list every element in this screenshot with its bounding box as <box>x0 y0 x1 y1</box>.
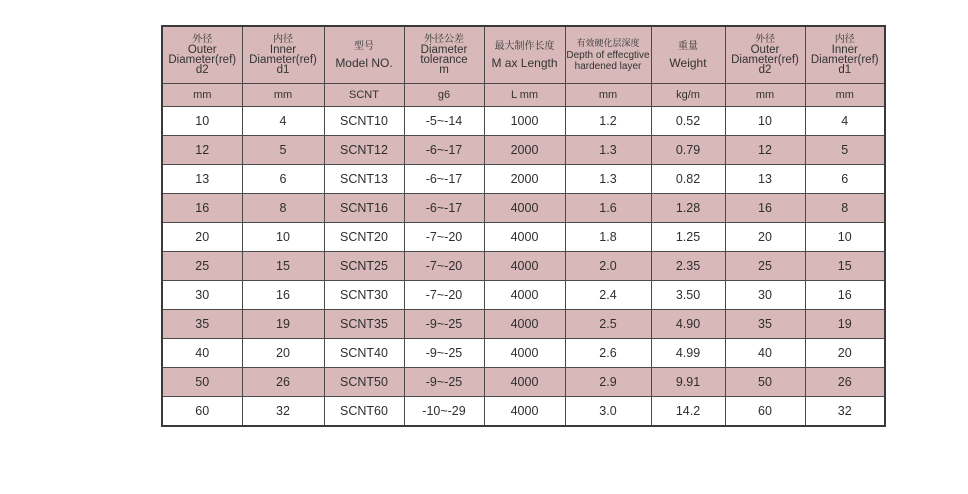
table-cell: 1.2 <box>565 107 651 136</box>
table-cell: 16 <box>805 281 885 310</box>
table-cell: SCNT40 <box>324 339 404 368</box>
table-cell: 2000 <box>484 136 565 165</box>
table-cell: 10 <box>242 223 324 252</box>
table-cell: 25 <box>725 252 805 281</box>
table-cell: 35 <box>725 310 805 339</box>
table-cell: SCNT50 <box>324 368 404 397</box>
table-row <box>162 107 885 136</box>
table-cell: 1.6 <box>565 194 651 223</box>
table-cell: 19 <box>805 310 885 339</box>
table-row <box>162 223 885 252</box>
table-cell: 4 <box>242 107 324 136</box>
table-cell: SCNT30 <box>324 281 404 310</box>
table-cell: -6~-17 <box>404 194 484 223</box>
table-cell: 0.79 <box>651 136 725 165</box>
table-cell: 4000 <box>484 397 565 427</box>
table-cell: 9.91 <box>651 368 725 397</box>
table-cell: 6 <box>805 165 885 194</box>
table-cell: 40 <box>725 339 805 368</box>
table-cell: 3.50 <box>651 281 725 310</box>
table-cell: 1.25 <box>651 223 725 252</box>
header-hardened-depth: 有效硬化层深度 Depth of effecgtive hardened layer <box>565 26 651 84</box>
table-cell: 10 <box>805 223 885 252</box>
table-cell: -9~-25 <box>404 368 484 397</box>
table-cell: 16 <box>242 281 324 310</box>
unit-cell: mm <box>162 84 242 107</box>
table-row <box>162 252 885 281</box>
table-cell: 12 <box>725 136 805 165</box>
table-cell: 5 <box>805 136 885 165</box>
table-cell: 2.6 <box>565 339 651 368</box>
spec-table <box>161 25 886 427</box>
table-body <box>162 107 885 427</box>
table-cell: 30 <box>162 281 242 310</box>
table-cell: 6 <box>242 165 324 194</box>
table-cell: 15 <box>805 252 885 281</box>
table-cell: 32 <box>805 397 885 427</box>
table-cell: 40 <box>162 339 242 368</box>
table-cell: 0.82 <box>651 165 725 194</box>
table-cell: 14.2 <box>651 397 725 427</box>
table-cell: 4000 <box>484 281 565 310</box>
table-cell: 4000 <box>484 252 565 281</box>
table-cell: 0.52 <box>651 107 725 136</box>
table-cell: 1000 <box>484 107 565 136</box>
unit-cell: L mm <box>484 84 565 107</box>
table-cell: -9~-25 <box>404 310 484 339</box>
table-cell: 4000 <box>484 223 565 252</box>
table-cell: 4000 <box>484 194 565 223</box>
table-cell: -7~-20 <box>404 281 484 310</box>
header-row <box>162 26 885 84</box>
table-cell: 2.35 <box>651 252 725 281</box>
table-cell: 4000 <box>484 339 565 368</box>
table-cell: -10~-29 <box>404 397 484 427</box>
table-cell: 2.5 <box>565 310 651 339</box>
header-diameter-tolerance: 外径公差 Diameter tolerance m <box>404 26 484 84</box>
unit-cell: mm <box>725 84 805 107</box>
table-cell: 16 <box>162 194 242 223</box>
table-cell: 20 <box>242 339 324 368</box>
table-cell: 20 <box>725 223 805 252</box>
table-cell: 10 <box>162 107 242 136</box>
table-cell: 26 <box>242 368 324 397</box>
table-cell: -6~-17 <box>404 136 484 165</box>
header-outer-diameter: 外径 Outer Diameter(ref) d2 <box>162 26 242 84</box>
unit-cell: SCNT <box>324 84 404 107</box>
table-row <box>162 165 885 194</box>
table-cell: 4000 <box>484 368 565 397</box>
header-weight: 重量 Weight <box>651 26 725 84</box>
unit-cell: g6 <box>404 84 484 107</box>
table-row <box>162 136 885 165</box>
table-cell: -7~-20 <box>404 252 484 281</box>
header-max-length: 最大制作长度 M ax Length <box>484 26 565 84</box>
table-cell: 1.3 <box>565 136 651 165</box>
table-cell: 26 <box>805 368 885 397</box>
table-cell: SCNT20 <box>324 223 404 252</box>
table-cell: SCNT60 <box>324 397 404 427</box>
table-row <box>162 397 885 427</box>
table-cell: 8 <box>242 194 324 223</box>
table-cell: 30 <box>725 281 805 310</box>
table-cell: 19 <box>242 310 324 339</box>
table-cell: SCNT12 <box>324 136 404 165</box>
table-cell: 8 <box>805 194 885 223</box>
header-inner-diameter-right: 内径 Inner Diameter(ref) d1 <box>805 26 885 84</box>
table-cell: 13 <box>162 165 242 194</box>
table-cell: -7~-20 <box>404 223 484 252</box>
table-cell: SCNT16 <box>324 194 404 223</box>
table-cell: 10 <box>725 107 805 136</box>
table-cell: 1.28 <box>651 194 725 223</box>
table-cell: -6~-17 <box>404 165 484 194</box>
table-cell: 50 <box>725 368 805 397</box>
table-row <box>162 368 885 397</box>
table-cell: 60 <box>725 397 805 427</box>
table-cell: 60 <box>162 397 242 427</box>
header-model-no: 型号 Model NO. <box>324 26 404 84</box>
table-row <box>162 281 885 310</box>
table-cell: 3.0 <box>565 397 651 427</box>
table-cell: 2.9 <box>565 368 651 397</box>
header-inner-diameter: 内径 Inner Diameter(ref) d1 <box>242 26 324 84</box>
header-outer-diameter-right: 外径 Outer Diameter(ref) d2 <box>725 26 805 84</box>
table-cell: -9~-25 <box>404 339 484 368</box>
unit-cell: kg/m <box>651 84 725 107</box>
unit-cell: mm <box>565 84 651 107</box>
table-cell: 2000 <box>484 165 565 194</box>
table-cell: 20 <box>805 339 885 368</box>
table-cell: SCNT25 <box>324 252 404 281</box>
table-cell: SCNT35 <box>324 310 404 339</box>
unit-cell: mm <box>805 84 885 107</box>
table-cell: 16 <box>725 194 805 223</box>
units-row <box>162 84 885 107</box>
table-cell: 4.99 <box>651 339 725 368</box>
table-cell: 5 <box>242 136 324 165</box>
table-cell: 12 <box>162 136 242 165</box>
table-cell: SCNT13 <box>324 165 404 194</box>
table-row <box>162 310 885 339</box>
table-cell: 1.8 <box>565 223 651 252</box>
table-cell: 2.4 <box>565 281 651 310</box>
table-cell: 13 <box>725 165 805 194</box>
table-cell: 32 <box>242 397 324 427</box>
unit-cell: mm <box>242 84 324 107</box>
table-cell: 2.0 <box>565 252 651 281</box>
table-cell: 4000 <box>484 310 565 339</box>
table-cell: 25 <box>162 252 242 281</box>
table-cell: 35 <box>162 310 242 339</box>
table-cell: 15 <box>242 252 324 281</box>
table-cell: 20 <box>162 223 242 252</box>
table-cell: 4.90 <box>651 310 725 339</box>
table-row <box>162 339 885 368</box>
table-cell: 4 <box>805 107 885 136</box>
table-cell: 1.3 <box>565 165 651 194</box>
table-cell: 50 <box>162 368 242 397</box>
table-cell: SCNT10 <box>324 107 404 136</box>
table-row <box>162 194 885 223</box>
table-cell: -5~-14 <box>404 107 484 136</box>
